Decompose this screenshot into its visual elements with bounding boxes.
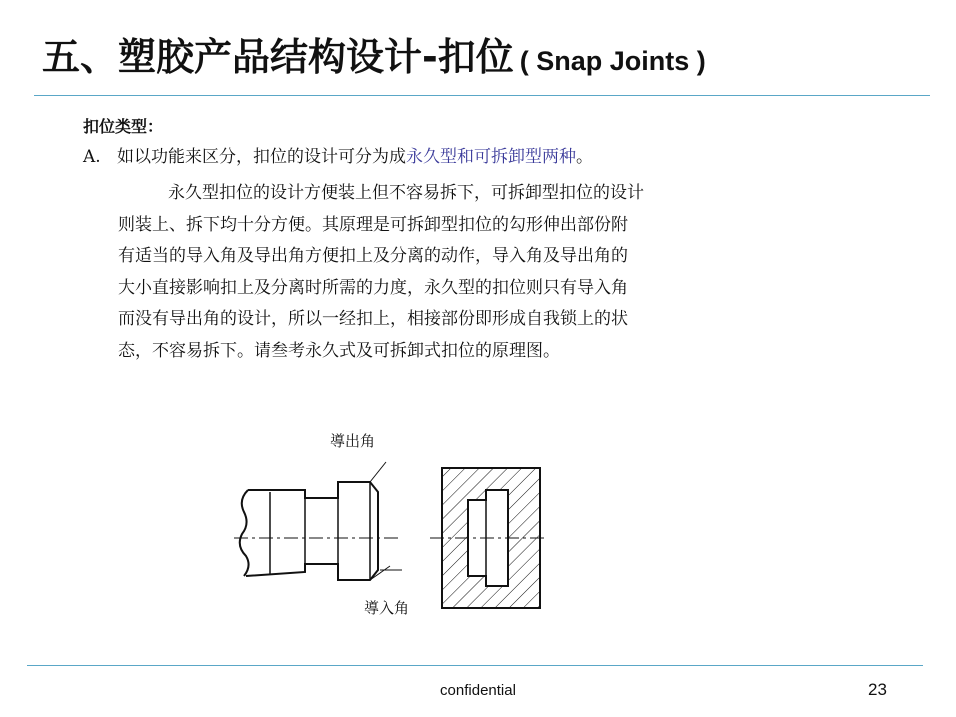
- top-divider: [34, 95, 930, 96]
- paragraph-line: 态，不容易拆下。请叁考永久式及可拆卸式扣位的原理图。: [118, 340, 560, 361]
- paragraph-line: 大小直接影响扣上及分离时所需的力度，永久型的扣位则只有导入角: [118, 277, 628, 298]
- item-a-text: 如以功能来区分，扣位的设计可分为成: [117, 147, 406, 167]
- snap-joint-diagram: [230, 420, 550, 620]
- page-number: 23: [868, 680, 887, 699]
- footer-confidential: confidential: [440, 682, 516, 699]
- paragraph-line: 而没有导出角的设计，所以一经扣上，相接部份即形成自我锁上的状: [118, 309, 628, 329]
- bushing-section-drawing: [430, 468, 546, 608]
- item-a-marker: A.: [83, 147, 101, 167]
- paragraph-line: 有适当的导入角及导出角方便扣上及分离的动作，导入角及导出角的: [118, 246, 628, 266]
- paragraph-line: 则装上、拆下均十分方便。其原理是可拆卸型扣位的勾形伸出部份附: [118, 214, 628, 235]
- section-title: 扣位类型：: [83, 117, 164, 136]
- item-a-highlight: 永久型和可拆卸型两种: [406, 147, 576, 167]
- paragraph-line: 永久型扣位的设计方便装上但不容易拆下，可拆卸型扣位的设计: [168, 183, 644, 203]
- slide-title-english: ( Snap Joints ): [519, 46, 706, 76]
- label-entry-angle: 導入角: [364, 599, 410, 617]
- bottom-divider: [27, 665, 923, 666]
- item-a: [83, 146, 593, 168]
- explanation-paragraph: [118, 178, 848, 367]
- slide-title: [42, 34, 706, 84]
- item-a-suffix: 。: [576, 147, 593, 167]
- shaft-drawing: [234, 462, 402, 580]
- slide-title-main: 五、塑胶产品结构设计-扣位: [42, 35, 514, 79]
- label-exit-angle: 導出角: [330, 432, 376, 450]
